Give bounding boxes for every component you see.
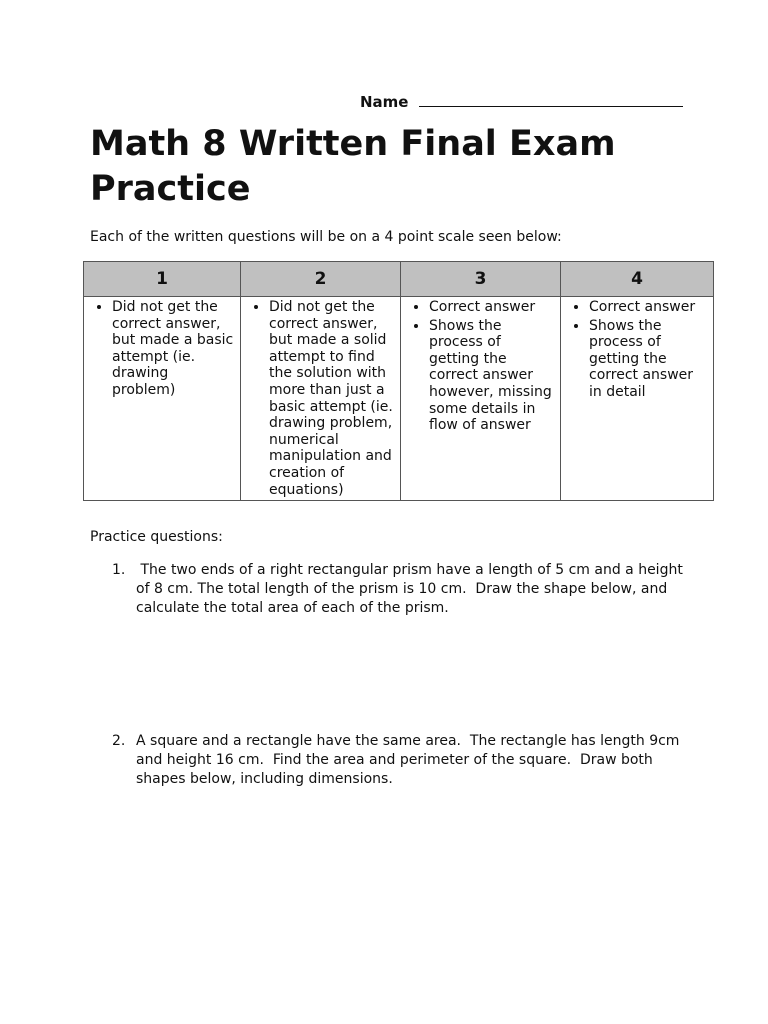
- rubric-item: • Correct answer: [429, 299, 554, 316]
- question-number: 2.: [112, 733, 126, 749]
- rubric-cell-2: [241, 297, 401, 501]
- question-number: 1.: [112, 562, 126, 578]
- name-label: Name: [360, 93, 409, 111]
- rubric-item: • Shows the process of getting the correct answer however, missing some details in flow of answer: [429, 318, 554, 434]
- page-title: Math 8 Written Final Exam Practice: [90, 124, 616, 209]
- rubric-item: • Did not get the correct answer, but made a basic attempt (ie. drawing problem): [112, 299, 234, 399]
- rubric-criteria-row: [84, 297, 714, 501]
- intro-text: Each of the written questions will be on a 4 point scale seen below:: [90, 229, 562, 245]
- rubric-list-3: [407, 299, 554, 434]
- rubric-score-4: 4: [561, 262, 714, 297]
- rubric-list-2: [247, 299, 394, 498]
- question-1: [112, 561, 692, 618]
- question-text: The two ends of a right rectangular prism have a length of 5 cm and a height of 8 cm. The total length of the prism is 10 cm. Draw the shape below, and calculate the total area of each of the prism.: [136, 562, 688, 616]
- rubric-item: • Did not get the correct answer, but made a solid attempt to find the solution with more than just a basic attempt (ie. drawing problem, numerical manipulation and creation of equations): [269, 299, 394, 498]
- name-field: [360, 92, 683, 111]
- rubric-table: [83, 261, 714, 501]
- practice-heading: Practice questions:: [90, 529, 223, 545]
- rubric-score-2: 2: [241, 262, 401, 297]
- rubric-list-1: [90, 299, 234, 399]
- rubric-score-3: 3: [401, 262, 561, 297]
- rubric-cell-1: [84, 297, 241, 501]
- rubric-header-row: [84, 262, 714, 297]
- question-text: A square and a rectangle have the same area. The rectangle has length 9cm and height 16 cm. Find the area and perimeter of the square. Draw both shapes below, including dimensions.: [136, 733, 684, 787]
- question-2: [112, 732, 692, 789]
- rubric-item: • Shows the process of getting the correct answer in detail: [589, 318, 707, 401]
- rubric-score-1: 1: [84, 262, 241, 297]
- name-blank-line: [419, 92, 683, 107]
- rubric-cell-4: [561, 297, 714, 501]
- rubric-list-4: [567, 299, 707, 401]
- rubric-cell-3: [401, 297, 561, 501]
- rubric-item: • Correct answer: [589, 299, 707, 316]
